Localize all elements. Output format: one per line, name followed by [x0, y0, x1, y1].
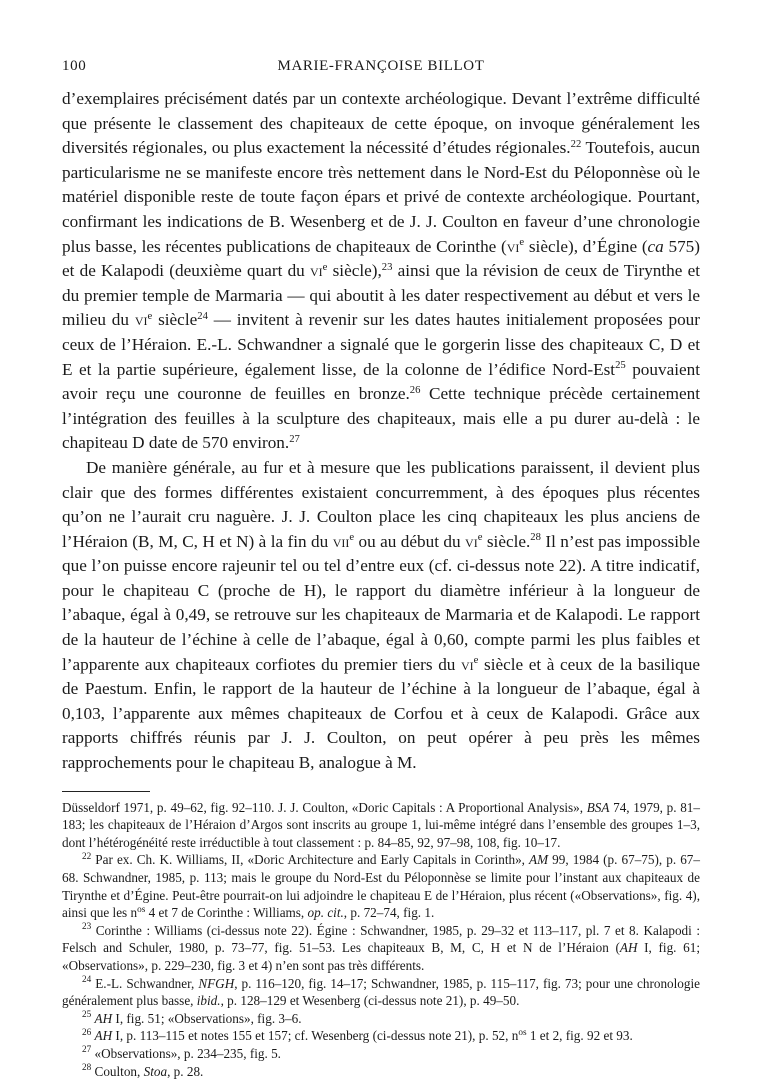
footnote-ref-24[interactable]: 24 — [197, 310, 208, 322]
body-paragraph-2: De manière générale, au fur et à mesure que les publications paraissent, il devient plus clair que des formes différentes existaient concurremment, à des époques plus récentes qu’on ne l’aurait cru naguère. J. J. Coulton place les cinq chapiteaux les plus anciens de l’Héraion (B, M, C, H et N) à la fin du vii$^e$ ou au début du $vi^e$ siècle.$^{28}$ Il n’est pas impossible que l’on puisse encore rajeunir tel ou tel d’entre eux (cf. ci-dessus note 22). A titre indicatif, pour le chapiteau C (proche de H), le rapport du diamètre inférieur à la longueur de l’abaque, égal à 0,49, se retrouve sur les chapiteaux de Marmaria et de Kalapodi. Le rapport de la hauteur de l’échine à celle de l’abaque, égal à 0,60, compte parmi les plus faibles et l’apparente aux chapiteaux corfiotes du premier tiers du $vi^e$ siècle et à ceux de la basilique de Paestum. Enfin, le rapport de la hauteur de l’échine à la longueur de l’abaque, égal à 0,103, l’apparente aux mêmes chapiteaux de Corfou et à ceux de Kalapodi. Grâce aux rapports chiffrés réunis par J. J. Coulton, on peut opérer à peu près les mêmes rapprochements pour le chapiteau B, analogue à M. — [62, 457, 700, 773]
footnote-22: $^{22}$ Par ex. Ch. K. Williams, II, «Doric Architecture and Early Capitals in Corinth», AM 99, 1984 (p. 67–75), p. 67–68. Schwandner, 1985, p. 113; mais le groupe du Nord-Est du Péloponnèse se limite pour l’instant aux chapiteaux de Tirynthe et d’Égine. Peut-être pourrait-on lui adjoindre le chapiteau E de l’Héraion, plus récent («Observations», fig. 4), ainsi que les $n^{os}$ 4 et 7 de Corinthe : Williams, op. cit., p. 72–74, fig. 1. — [62, 850, 700, 921]
footnote-ref-26[interactable]: 26 — [409, 384, 421, 396]
footnote-26: $^{26}$ AH I, p. 113–115 et notes 155 et 157; cf. Wesenberg (ci-dessus note 21), p. 52, $n^{os}$ 1 et 2, fig. 92 et 93. — [82, 1026, 633, 1044]
book-page — [62, 58, 700, 1080]
footnote-ref-25[interactable]: 25 — [615, 360, 626, 372]
footnote-ref-22[interactable]: 22 — [570, 138, 582, 150]
footnote-25: $^{25}$ AH I, fig. 51; «Observations», fig. 3–6. — [82, 1009, 302, 1026]
footnote-continued: Düsseldorf 1971, p. 49–62, fig. 92–110. J. J. Coulton, «Doric Capitals : A Proportional Analysis», BSA 74, 1979, p. 81–183; les chapiteaux de l’Héraion d’Argos sont inscrits au groupe 1, lui-même intégré dans l’ensemble des groupes 1–3, dont l’hétérogénéité reste irréductible à tout classement : p. 84–85, 92, 97–98, 108, fig. 10–17. — [62, 799, 700, 850]
footnote-23: $^{23}$ Corinthe : Williams (ci-dessus note 22). Égine : Schwandner, 1985, p. 29–32 et 113–117, pl. 7 et 8. Kalapodi : Felsch and Schuler, 1980, p. 73–77, fig. 51–53. Les chapiteaux B, M, C, H et N de l’Héraion (AH I, fig. 61; «Observations», p. 229–230, fig. 3 et 4) n’en sont pas très différents. — [62, 921, 700, 973]
footnote-divider — [62, 791, 150, 792]
footnote-24: $^{24}$ E.-L. Schwandner, NFGH, p. 116–120, fig. 14–17; Schwandner, 1985, p. 115–117, fig. 73; pour une chronologie généralement plus basse, ibid., p. 128–129 et Wesenberg (ci-dessus note 21), p. 49–50. — [62, 974, 700, 1009]
footnotes — [62, 799, 700, 1080]
footnote-ref-23[interactable]: 23 — [381, 261, 393, 273]
main-text — [62, 87, 700, 776]
footnote-27: $^{27}$ «Observations», p. 234–235, fig. 5. — [82, 1044, 281, 1061]
footnote-ref-28[interactable]: 28 — [530, 532, 541, 544]
footnote-28: $^{28}$ Coulton, Stoa, p. 28. — [82, 1062, 204, 1079]
footnote-ref-27[interactable]: 27 — [289, 433, 300, 445]
page-number: 100 — [62, 58, 87, 74]
body-paragraph-1: d’exemplaires précisément datés par un contexte archéologique. Devant l’extrême difficulté que présente le classement des chapiteaux de cette époque, on invoque généralement les diversités régionales, ou plus exactement la nécessité d’études régionales.$^{22}$ Toutefois, aucun particularisme ne se manifeste encore très nettement dans le Nord-Est du Péloponnèse où le matériel disponible reste de toute façon épars et privé de contexte archéologique. Pourtant, confirmant les indications de B. Wesenberg et de J. J. Coulton en faveur d’une chronologie plus basse, les récentes publications de chapiteaux de Corinthe ($vi^e$ siècle), d’Égine (ca 575) et de Kalapodi (deuxième quart du $vi^e$ siècle),$^{23}$ ainsi que la révision de ceux de Tirynthe et du premier temple de Marmaria — qui aboutit à les dater respectivement au début et vers le milieu du $vi^e$ siècle$^{24}$ — invitent à revenir sur les dates hautes initialement proposées pour ceux de l’Héraion. E.-L. Schwandner a signalé que le gorgerin lisse des chapiteaux C, D et E et la partie supérieure, également lisse, de la colonne de l’édifice Nord-Est$^{25}$ pouvaient avoir reçu une couronne de feuilles en bronze.$^{26}$ Cette technique précède certainement l’intégration des feuilles à la sculpture des chapiteaux, mais elle a pu durer au-delà : le chapiteau D date de 570 environ.$^{27}$ — [62, 89, 700, 453]
page-header — [62, 58, 700, 80]
running-head: MARIE-FRANÇOISE BILLOT — [277, 58, 485, 74]
